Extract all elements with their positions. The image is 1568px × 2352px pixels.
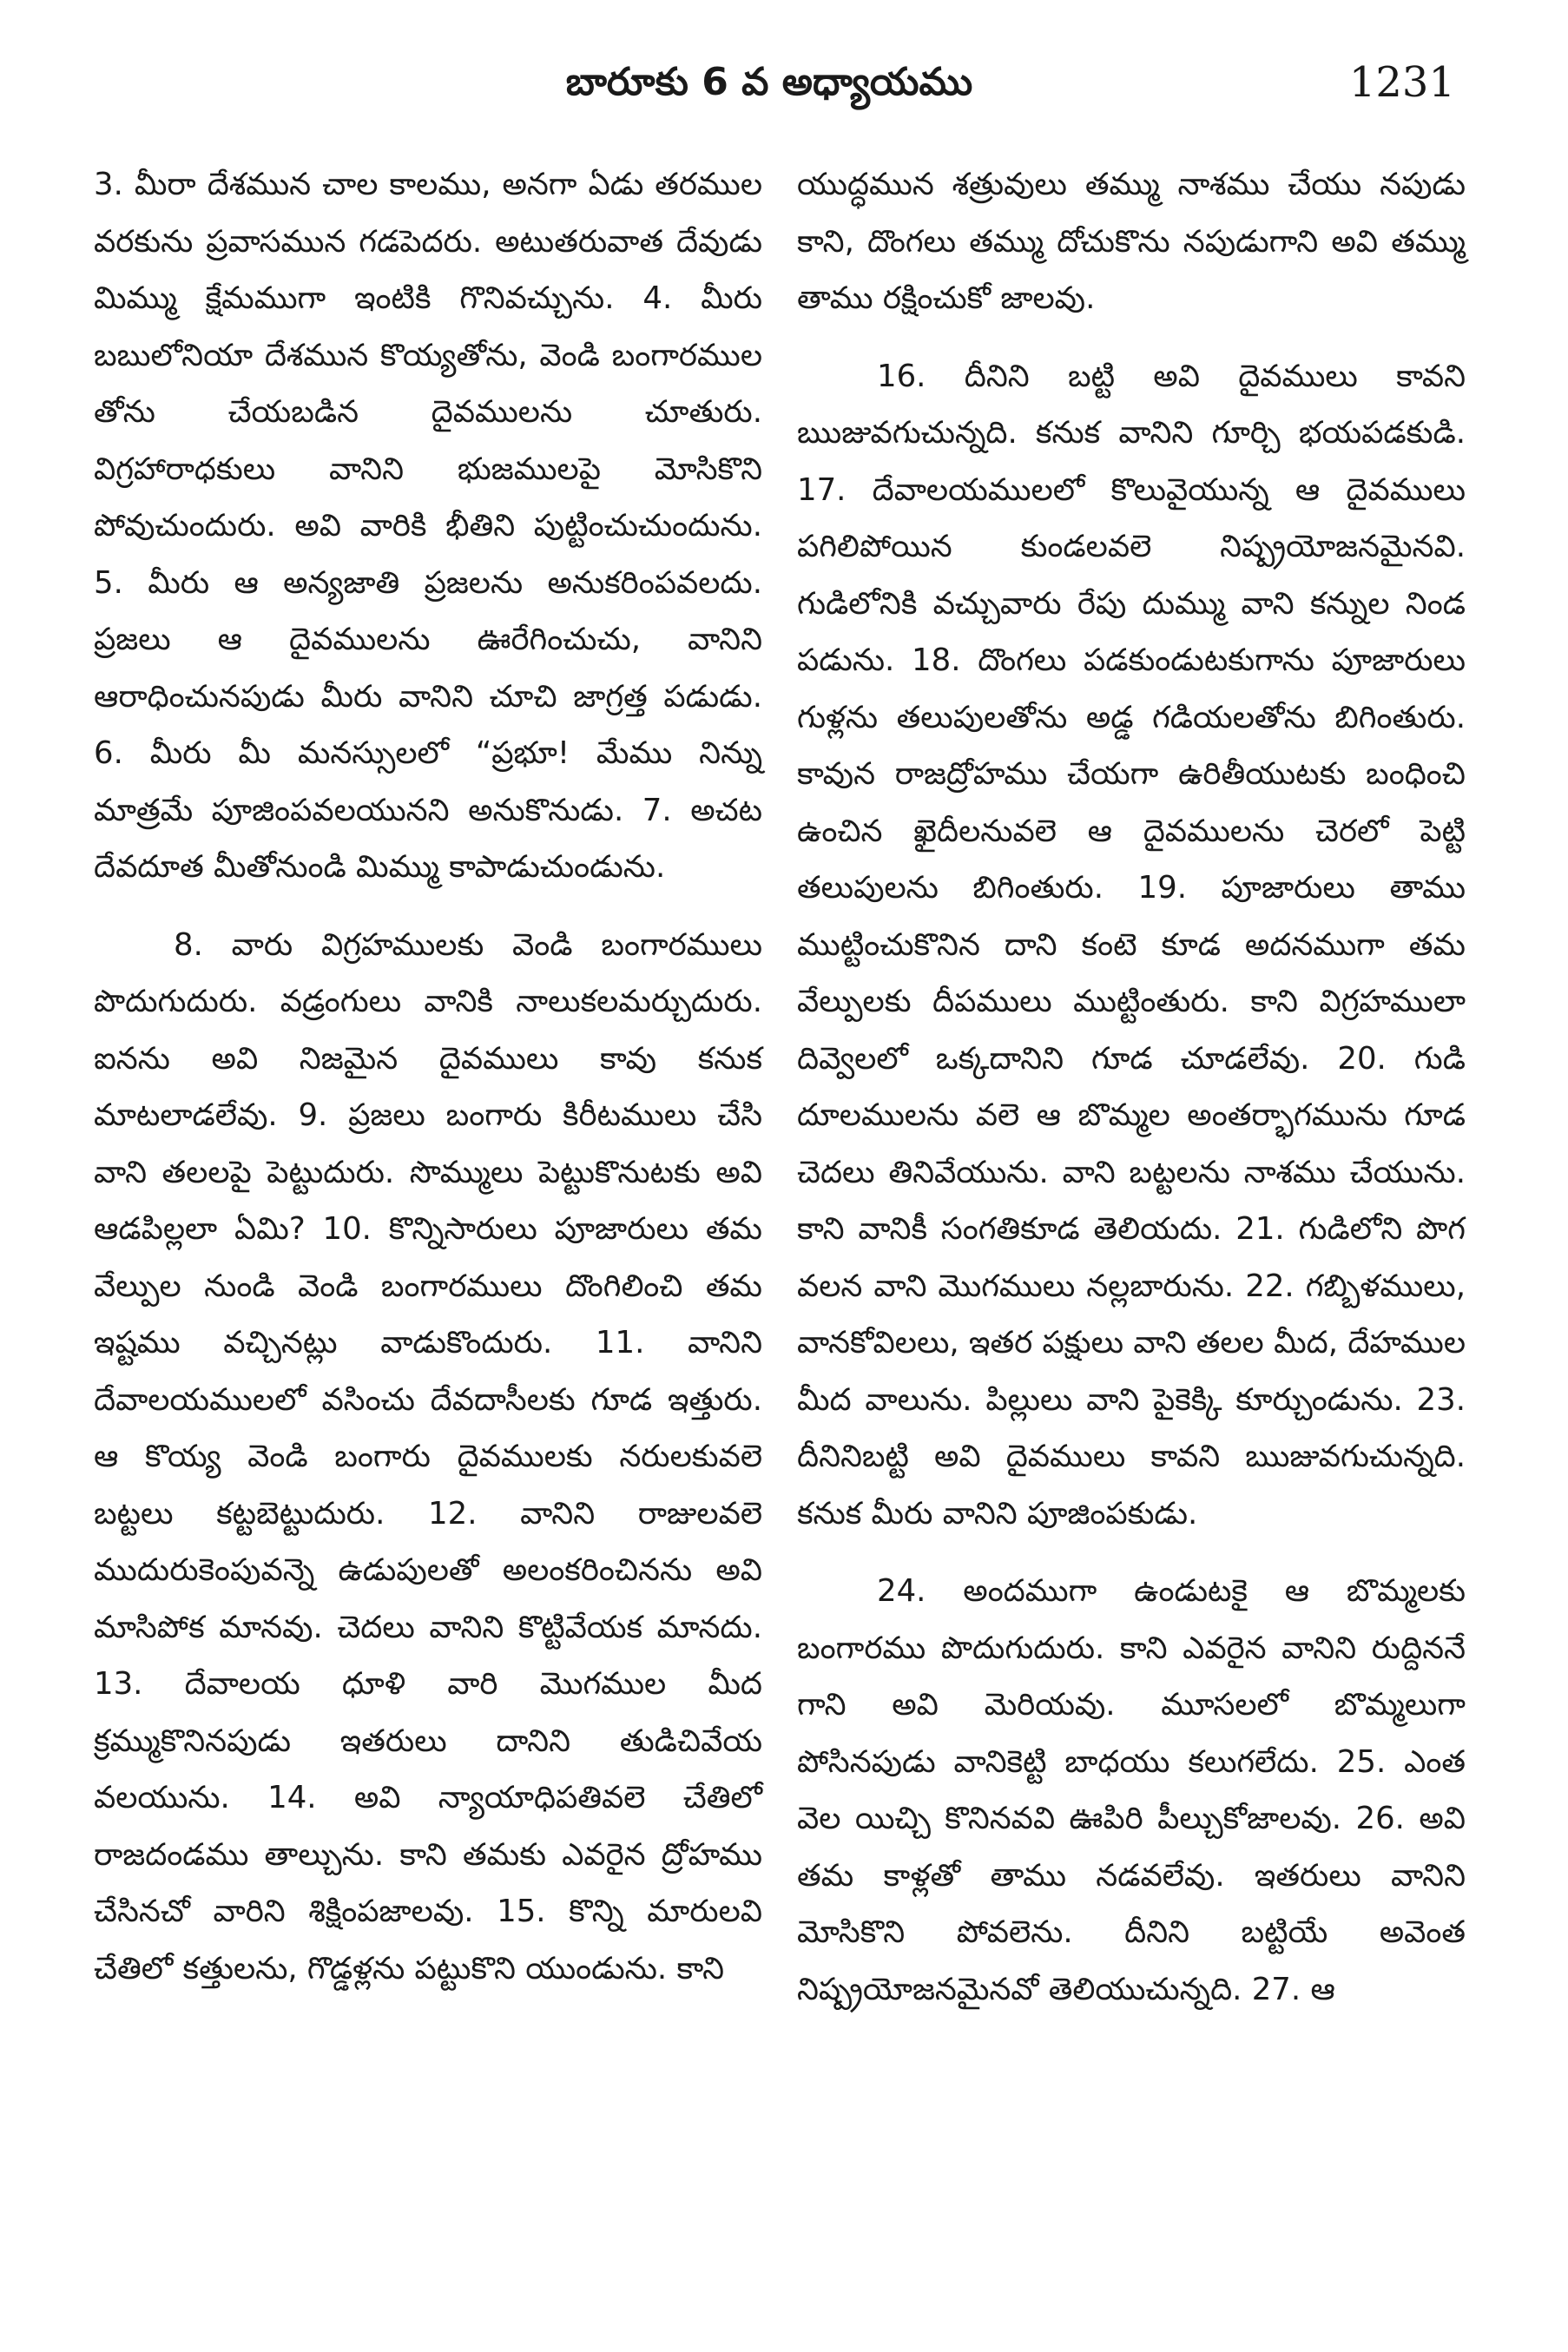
paragraph: 24. అందముగా ఉండుటకై ఆ బొమ్మలకు బంగారము పొదుగుదురు. కాని ఎవరైన వానిని రుద్దిననే గాని అవి మెరియవు. మూసలలో బొమ్మలుగా పోసినపుడు వానికెట్టి బాధయు కలుగలేదు. 25. ఎంత వెల యిచ్చి కొనినవవి ఊపిరి పీల్చుకోజాలవు. 26. అవి తమ కాళ్లతో తాము నడవలేవు. ఇతరులు వానిని మోసికొని పోవలెను. దీనిని బట్టియే అవెంత నిష్ప్రయోజనమైనవో తెలియుచున్నది. 27. ఆ — [797, 1573, 1466, 2007]
paragraph: 8. వారు విగ్రహములకు వెండి బంగారములు పొదుగుదురు. వడ్రంగులు వానికి నాలుకలమర్చుదురు. ఐనను అవి నిజమైన దైవములు కావు కనుక మాటలాడలేవు. 9. ప్రజలు బంగారు కిరీటములు చేసి వాని తలలపై పెట్టుదురు. సొమ్ములు పెట్టుకొనుటకు అవి ఆడపిల్లలా ఏమి? 10. కొన్నిసారులు పూజారులు తమ వేల్పుల నుండి వెండి బంగారములు దొంగిలించి తమ ఇష్టము వచ్చినట్లు వాడుకొందురు. 11. వానిని దేవాలయములలో వసించు దేవదాసీలకు గూడ ఇత్తురు. ఆ కొయ్య వెండి బంగారు దైవములకు నరులకువలె బట్టలు కట్టబెట్టుదురు. 12. వానిని రాజులవలె ముదురుకెంపువన్నె ఉడుపులతో అలంకరించినను అవి మాసిపోక మానవు. చెదలు వానిని కొట్టివేయక మానదు. 13. దేవాలయ ధూళి వారి మొగముల మీద క్రమ్ముకొనినపుడు ఇతరులు దానిని తుడిచివేయ వలయును. 14. అవి న్యాయాధిపతివలె చేతిలో రాజదండము తాల్చును. కాని తమకు ఎవరైన ద్రోహము చేసినచో వారిని శిక్షింపజాలవు. 15. కొన్ని మారులవి చేతిలో కత్తులను, గొడ్డళ్లను పట్టుకొని యుండును. కాని — [94, 926, 762, 1986]
running-head: బారూకు 6 వ అధ్యాయము — [565, 60, 973, 104]
page-header — [83, 43, 1455, 122]
page-number: 1231 — [1348, 58, 1455, 107]
left-column — [94, 156, 762, 1997]
paragraph: 3. మీరా దేశమున చాల కాలము, అనగా ఏడు తరముల వరకును ప్రవాసమున గడపెదరు. అటుతరువాత దేవుడు మిమ్ము క్షేమముగా ఇంటికి గొనివచ్చును. 4. మీరు బబులోనియా దేశమున కొయ్యతోను, వెండి బంగారముల తోను చేయబడిన దైవములను చూతురు. విగ్రహారాధకులు వానిని భుజములపై మోసికొని పోవుచుందురు. అవి వారికి భీతిని పుట్టించుచుందును. 5. మీరు ఆ అన్యజాతి ప్రజలను అనుకరింపవలదు. ప్రజలు ఆ దైవములను ఊరేగించుచు, వానిని ఆరాధించునపుడు మీరు వానిని చూచి జాగ్రత్త పడుడు. 6. మీరు మీ మనస్సులలో “ప్రభూ! మేము నిన్ను మాత్రమే పూజింపవలయునని అనుకొనుడు. 7. అచట దేవదూత మీతోనుండి మిమ్ము కాపాడుచుండును. — [94, 167, 762, 885]
paragraph: యుద్ధమున శత్రువులు తమ్ము నాశము చేయు నపుడు కాని, దొంగలు తమ్ము దోచుకొను నపుడుగాని అవి తమ్ము తాము రక్షించుకో జాలవు. — [797, 167, 1466, 316]
right-column — [797, 156, 1466, 2018]
paragraph: 16. దీనిని బట్టి అవి దైవములు కావని ఋజువగుచున్నది. కనుక వానిని గూర్చి భయపడకుడి. 17. దేవాలయములలో కొలువైయున్న ఆ దైవములు పగిలిపోయిన కుండలవలె నిష్ప్రయోజనమైనవి. గుడిలోనికి వచ్చువారు రేపు దుమ్ము వాని కన్నుల నిండ పడును. 18. దొంగలు పడకుండుటకుగాను పూజారులు గుళ్లను తలుపులతోను అడ్డ గడియలతోను బిగింతురు. కావున రాజద్రోహము చేయగా ఉరితీయుటకు బంధించి ఉంచిన ఖైదీలనువలె ఆ దైవములను చెరలో పెట్టి తలుపులను బిగింతురు. 19. పూజారులు తాము ముట్టించుకొనిన దాని కంటె కూడ అదనముగా తమ వేల్పులకు దీపములు ముట్టింతురు. కాని విగ్రహములా దివ్వెలలో ఒక్కదానిని గూడ చూడలేవు. 20. గుడి దూలములను వలె ఆ బొమ్మల అంతర్భాగమును గూడ చెదలు తినివేయును. వాని బట్టలను నాశము చేయును. కాని వానికీ సంగతికూడ తెలియదు. 21. గుడిలోని పొగ వలన వాని మొగములు నల్లబారును. 22. గబ్బిళములు, వానకోవిలలు, ఇతర పక్షులు వాని తలల మీద, దేహముల మీద వాలును. పిల్లులు వాని పైకెక్కి కూర్చుండును. 23. దీనినిబట్టి అవి దైవములు కావని ఋజువగుచున్నది. కనుక మీరు వానిని పూజింపకుడు. — [797, 358, 1466, 1532]
